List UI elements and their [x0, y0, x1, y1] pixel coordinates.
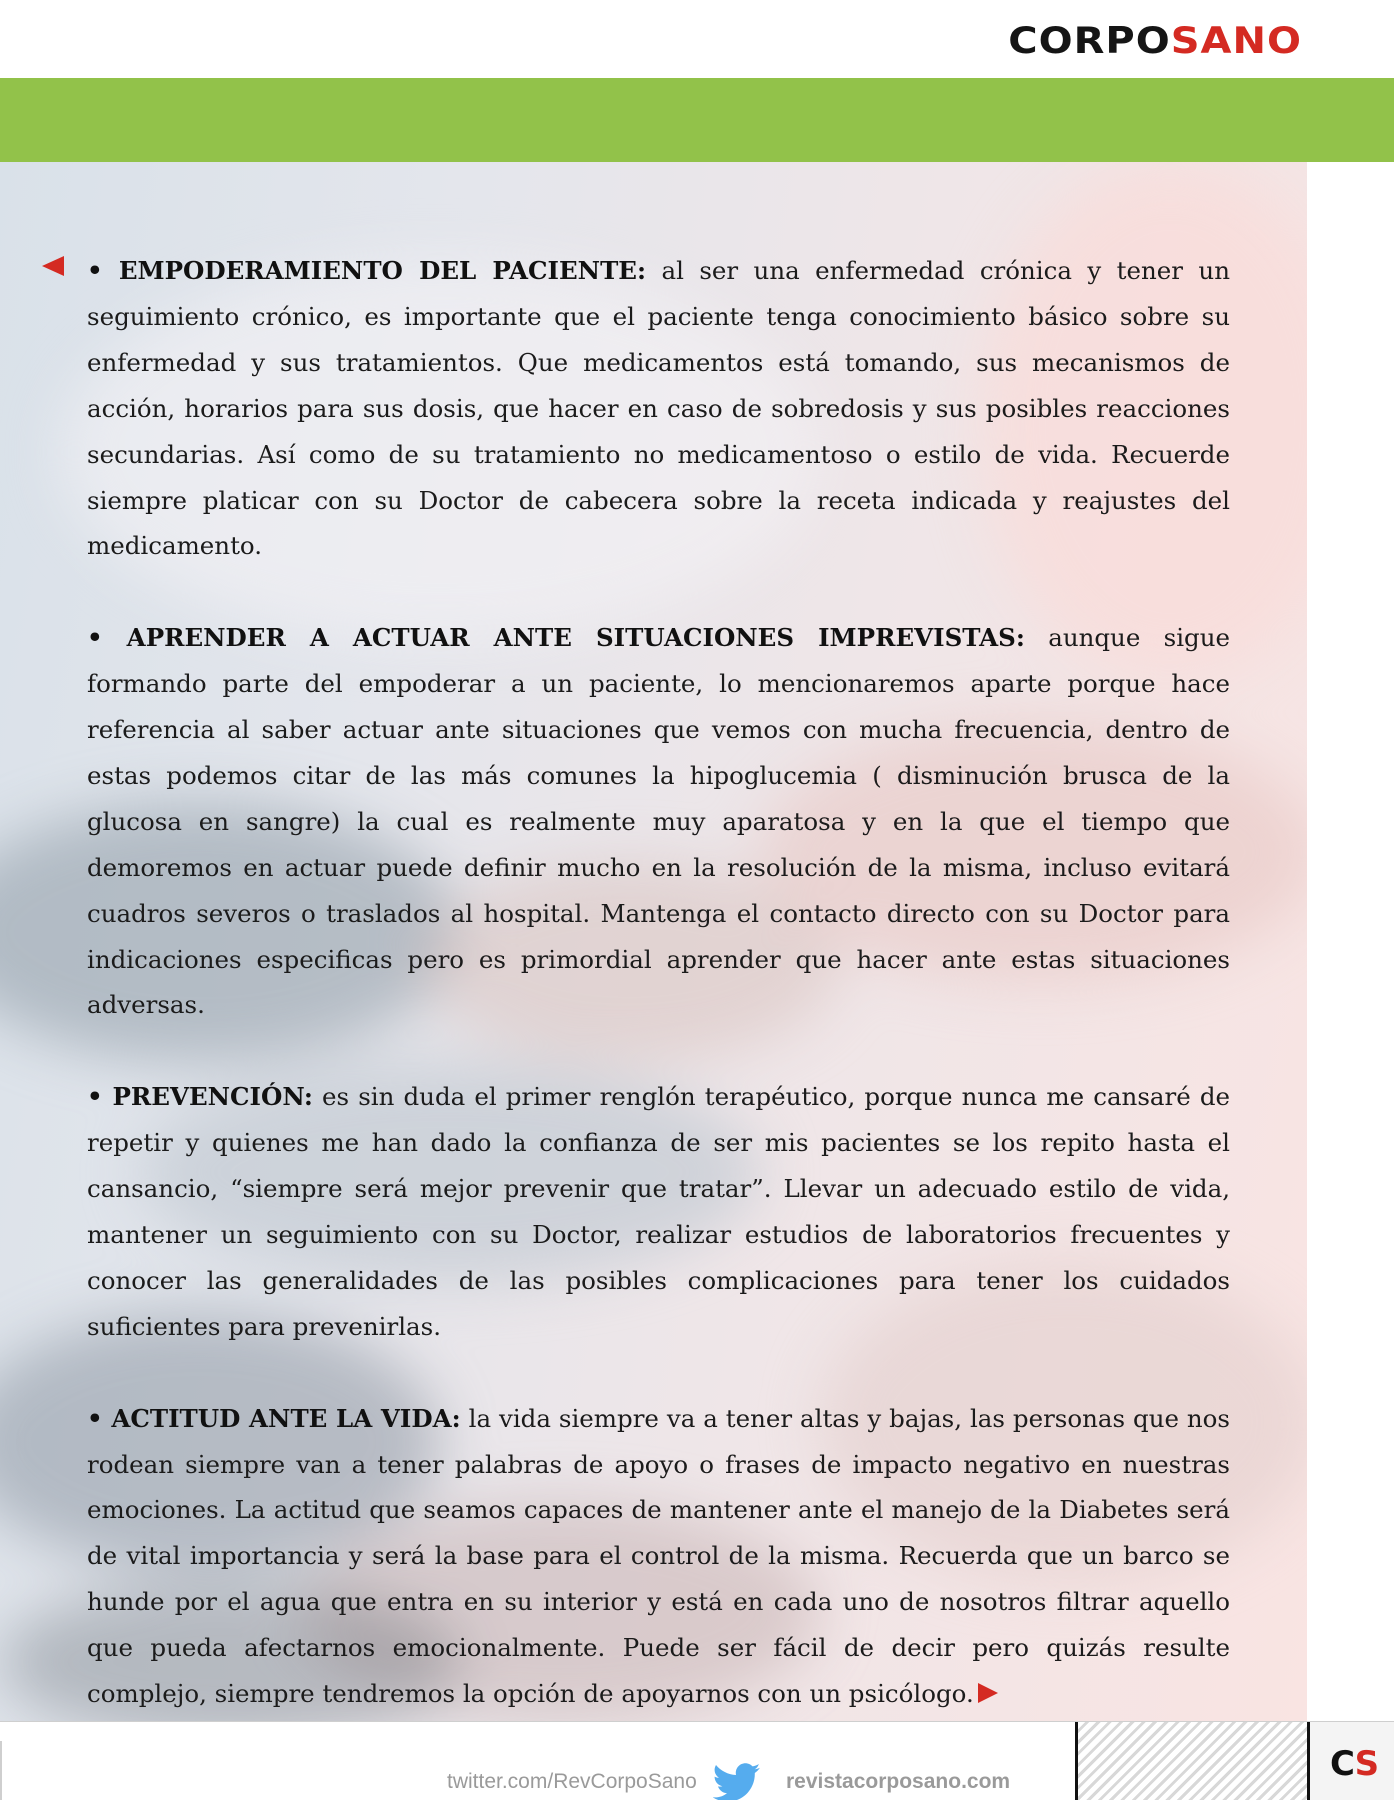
cs-letter-s: S	[1354, 1744, 1379, 1784]
cs-monogram	[1330, 1744, 1378, 1784]
twitter-bird-icon[interactable]	[713, 1763, 761, 1800]
section-text: es sin duda el primer renglón terapéutico, porque nunca me cansaré de repetir y quienes me han dado la confianza de ser mis pacientes se los repito hasta el cansancio, “siempre será mejor prevenir que tratar”. Llevar un adecuado estilo de vida, mantener un seguimiento con su Doctor, realizar estudios de laboratorios frecuentes y conocer las generalidades de las posibles complicaciones para tener los cuidados suficientes para prevenirlas.	[87, 1082, 1231, 1341]
section-empoderamiento	[87, 248, 1230, 569]
section-heading: • PREVENCIÓN:	[87, 1082, 313, 1112]
footer-left-border	[0, 1741, 2, 1800]
section-text: al ser una enfermedad crónica y tener un seguimiento crónico, es importante que el paciente tenga conocimiento básico sobre su enfermedad y sus tratamientos. Que medicamentos está tomando, sus mecanismos de acción, horarios para sus dosis, que hacer en caso de sobredosis y sus posibles reacciones secundarias. Así como de su tratamiento no medicamentoso o estilo de vida. Recuerde siempre platicar con su Doctor de cabecera sobre la receta indicada y reajustes del medicamento.	[87, 256, 1230, 561]
cs-letter-c: C	[1330, 1744, 1355, 1784]
article-body	[87, 248, 1230, 1763]
section-prevencion	[87, 1074, 1230, 1349]
section-text: aunque sigue formando parte del empoderar a un paciente, lo mencionaremos aparte porque hace referencia al saber actuar ante situaciones que vemos con mucha frecuencia, dentro de estas podemos citar de las más comunes la hipoglucemia ( disminución brusca de la glucosa en sangre) la cual es realmente muy aparatosa y en la que el tiempo que demoremos en actuar puede definir mucho en la resolución de la misma, incluso evitará cuadros severos o traslados al hospital. Mantenga el contacto directo con su Doctor para indicaciones especificas pero es primordial aprender que hacer ante estas situaciones adversas.	[87, 623, 1230, 1020]
cs-badge	[1307, 1722, 1394, 1800]
twitter-handle-link[interactable]: twitter.com/RevCorpoSano	[447, 1770, 697, 1793]
section-heading: • EMPODERAMIENTO DEL PACIENTE:	[87, 256, 647, 285]
left-triangle-icon	[42, 256, 64, 276]
page-footer	[0, 1721, 1394, 1800]
logo-text-sano: SANO	[1170, 20, 1302, 63]
section-situaciones-imprevistas	[87, 615, 1230, 1028]
website-link[interactable]: revistacorposano.com	[786, 1770, 1011, 1793]
logo-text-corpo: CORPO	[1008, 20, 1171, 63]
section-heading: • APRENDER A ACTUAR ANTE SITUACIONES IMPREVISTAS:	[87, 623, 1025, 653]
corposano-logo	[1008, 20, 1302, 62]
page-header	[0, 0, 1394, 78]
right-triangle-icon	[978, 1683, 998, 1703]
section-heading: • ACTITUD ANTE LA VIDA:	[87, 1403, 461, 1433]
green-header-band	[0, 78, 1394, 162]
section-actitud	[87, 1396, 1230, 1717]
section-text: la vida siempre va a tener altas y bajas, las personas que nos rodean siempre van a tener palabras de apoyo o frases de impacto negativo en nuestras emociones. La actitud que seamos capaces de mantener ante el manejo de la Diabetes será de vital importancia y será la base para el control de la misma. Recuerda que un barco se hunde por el agua que entra en su interior y está en cada uno de nosotros filtrar aquello que pueda afectarnos emocionalmente. Puede ser fácil de decir pero quizás resulte complejo, siempre tendremos la opción de apoyarnos con un psicólogo.	[87, 1403, 1230, 1709]
right-margin-strip	[1307, 162, 1394, 1721]
footer-hatched-block	[1075, 1722, 1310, 1800]
